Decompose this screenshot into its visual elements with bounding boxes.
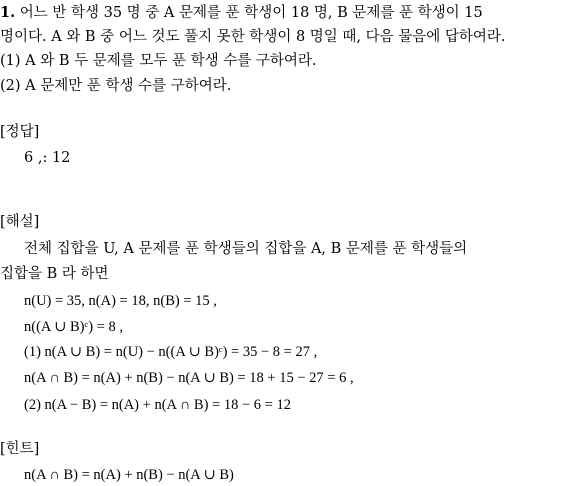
equation-2: n((A ∪ B)ᶜ) = 8 , (24, 319, 123, 335)
solution-heading: [해설] (0, 214, 40, 230)
question-1: (1) A 와 B 두 문제를 모두 푼 학생 수를 구하여라. (0, 53, 317, 69)
problem-text-2: 명이다. A 와 B 중 어느 것도 풀지 못한 학생이 8 명일 때, 다음 물음에 답하여라. (0, 29, 506, 45)
equation-5: (2) n(A − B) = n(A) + n(A ∩ B) = 18 − 6 = 12 (24, 397, 291, 413)
answer-text: 6 ,: 12 (24, 150, 71, 166)
solution-text-1: 전체 집합을 U, A 문제를 푼 학생들의 집합을 A, B 문제를 푼 학생들의 (24, 241, 468, 257)
answer-heading: [정답] (0, 124, 40, 140)
hint-equation: n(A ∩ B) = n(A) + n(B) − n(A ∪ B) (24, 467, 234, 483)
question-2: (2) A 문제만 푼 학생 수를 구하여라. (0, 78, 232, 94)
problem-number: 1. (0, 4, 16, 21)
problem-text-1: 어느 반 학생 35 명 중 A 문제를 푼 학생이 18 명, B 문제를 푼 학생이 15 (19, 5, 483, 21)
problem-line-1 (0, 4, 483, 22)
solution-text-2: 집합을 B 라 하면 (0, 266, 109, 282)
hint-heading: [힌트] (0, 441, 40, 457)
equation-4: n(A ∩ B) = n(A) + n(B) − n(A ∪ B) = 18 + 15 − 27 = 6 , (24, 370, 354, 386)
equation-1: n(U) = 35, n(A) = 18, n(B) = 15 , (24, 293, 217, 309)
equation-3: (1) n(A ∪ B) = n(U) − n((A ∪ B)ᶜ) = 35 − 8 = 27 , (24, 344, 318, 360)
